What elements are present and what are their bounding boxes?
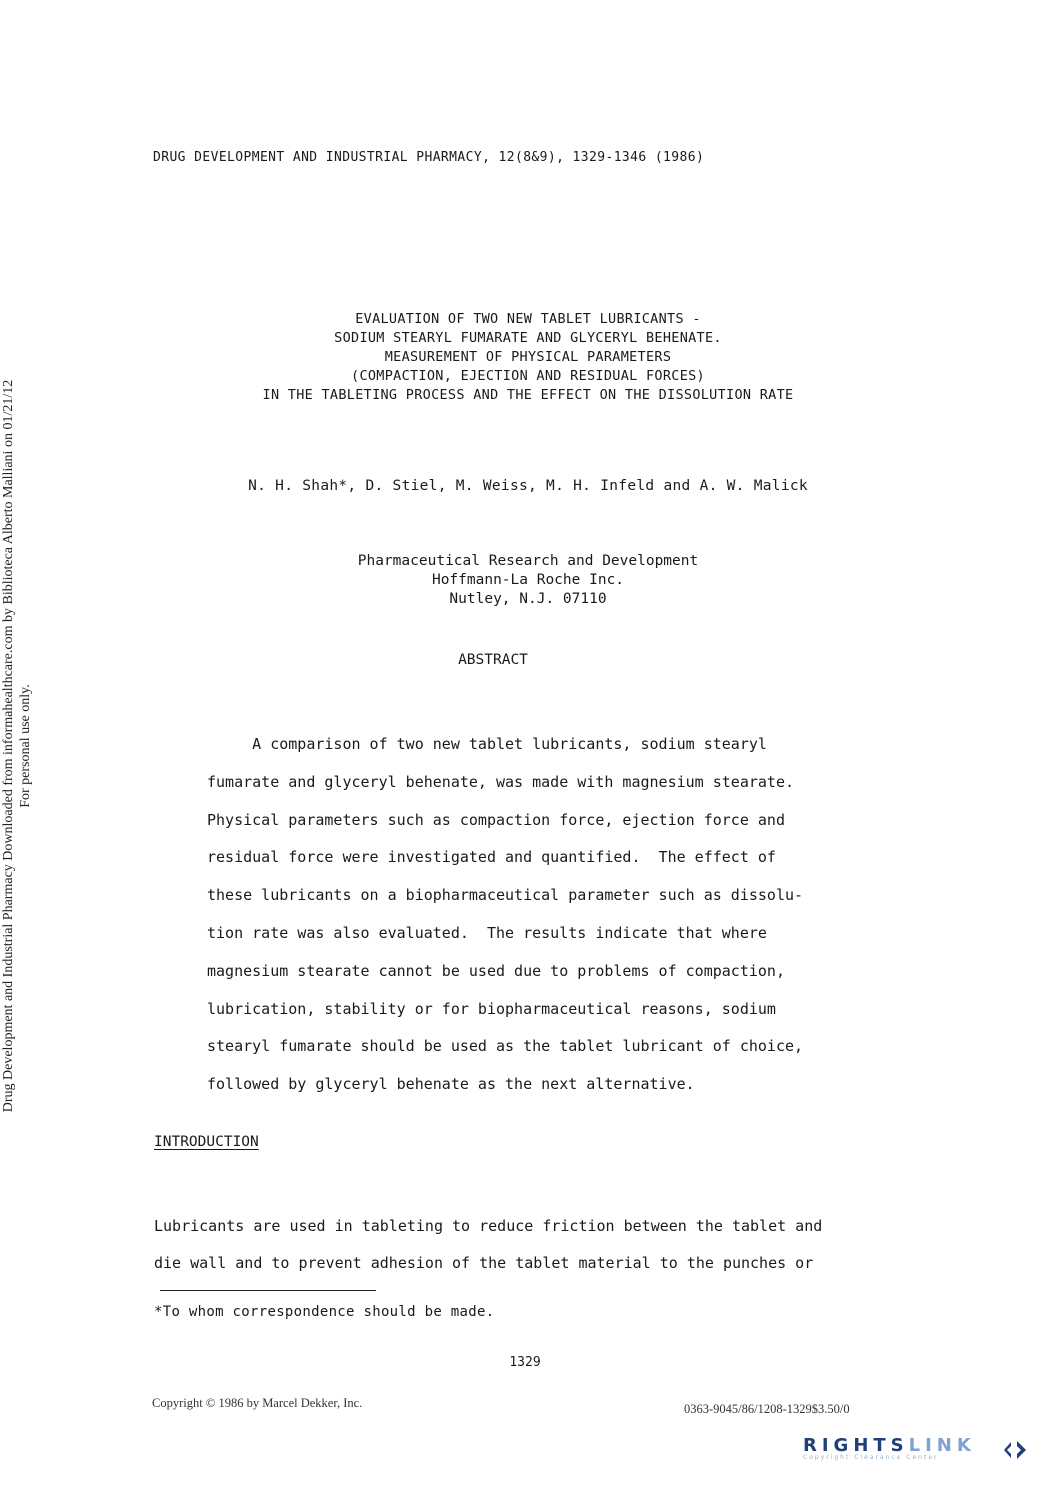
title-line: MEASUREMENT OF PHYSICAL PARAMETERS	[384, 349, 672, 365]
abstract-body: A comparison of two new tablet lubricants, sodium stearyl fumarate and glyceryl behenate, was made with magnesium stearate. Physical parameters such as compaction force, ejection force and residual force were investigated and quantified. The effect of these lubricants on a biopharmaceutical parameter such as dissolu- tion rate was also evaluated. The results indicate that where magnesium stearate cannot be used due to problems of compaction, lubrication, stability or for biopharmaceutical reasons, sodium stearyl fumarate should be used as the tablet lubricant of choice, followed by glyceryl behenate as the next alternative.	[207, 735, 804, 1094]
introduction-heading: INTRODUCTION	[154, 1134, 259, 1150]
title-line: EVALUATION OF TWO NEW TABLET LUBRICANTS -	[355, 311, 701, 327]
footnote: *To whom correspondence should be made.	[154, 1304, 495, 1320]
author-list: N. H. Shah*, D. Stiel, M. Weiss, M. H. Infeld and A. W. Malick	[248, 478, 808, 494]
rightslink-arrow-icon	[1002, 1439, 1028, 1461]
affiliation	[300, 552, 756, 609]
paper-title	[150, 310, 906, 405]
footnote-divider	[160, 1290, 376, 1291]
rightslink-wordmark	[803, 1435, 1028, 1456]
copyright-notice: Copyright © 1986 by Marcel Dekker, Inc.	[152, 1396, 363, 1410]
page-number: 1329	[509, 1355, 541, 1370]
title-line: (COMPACTION, EJECTION AND RESIDUAL FORCES)	[351, 368, 705, 384]
rightslink-subtitle: Copyright Clearance Center	[803, 1454, 939, 1461]
article-code: 0363-9045/86/1208-1329$3.50/0	[684, 1402, 850, 1416]
download-watermark	[0, 0, 40, 1500]
title-line: IN THE TABLETING PROCESS AND THE EFFECT ON THE DISSOLUTION RATE	[262, 387, 794, 403]
rightslink-word-link: LINK	[908, 1435, 976, 1456]
personal-use-notice: For personal use only.	[18, 684, 33, 808]
download-notice: Drug Development and Industrial Pharmacy Downloaded from informahealthcare.com by Biblioteca Alberto Malliani on 01/21/12	[1, 379, 16, 1113]
affiliation-department: Pharmaceutical Research and Development	[357, 553, 699, 569]
rightslink-logo[interactable]	[803, 1435, 1028, 1475]
affiliation-company: Hoffmann-La Roche Inc.	[431, 572, 625, 588]
introduction-body: Lubricants are used in tableting to reduce friction between the tablet and die wall and to prevent adhesion of the tablet material to the punches or	[154, 1217, 823, 1272]
journal-citation: DRUG DEVELOPMENT AND INDUSTRIAL PHARMACY, 12(8&9), 1329-1346 (1986)	[153, 150, 705, 165]
rightslink-word-rights: RIGHTS	[803, 1435, 909, 1456]
abstract-heading: ABSTRACT	[458, 652, 528, 668]
affiliation-address: Nutley, N.J. 07110	[449, 591, 607, 607]
title-line: SODIUM STEARYL FUMARATE AND GLYCERYL BEHENATE.	[334, 330, 722, 346]
